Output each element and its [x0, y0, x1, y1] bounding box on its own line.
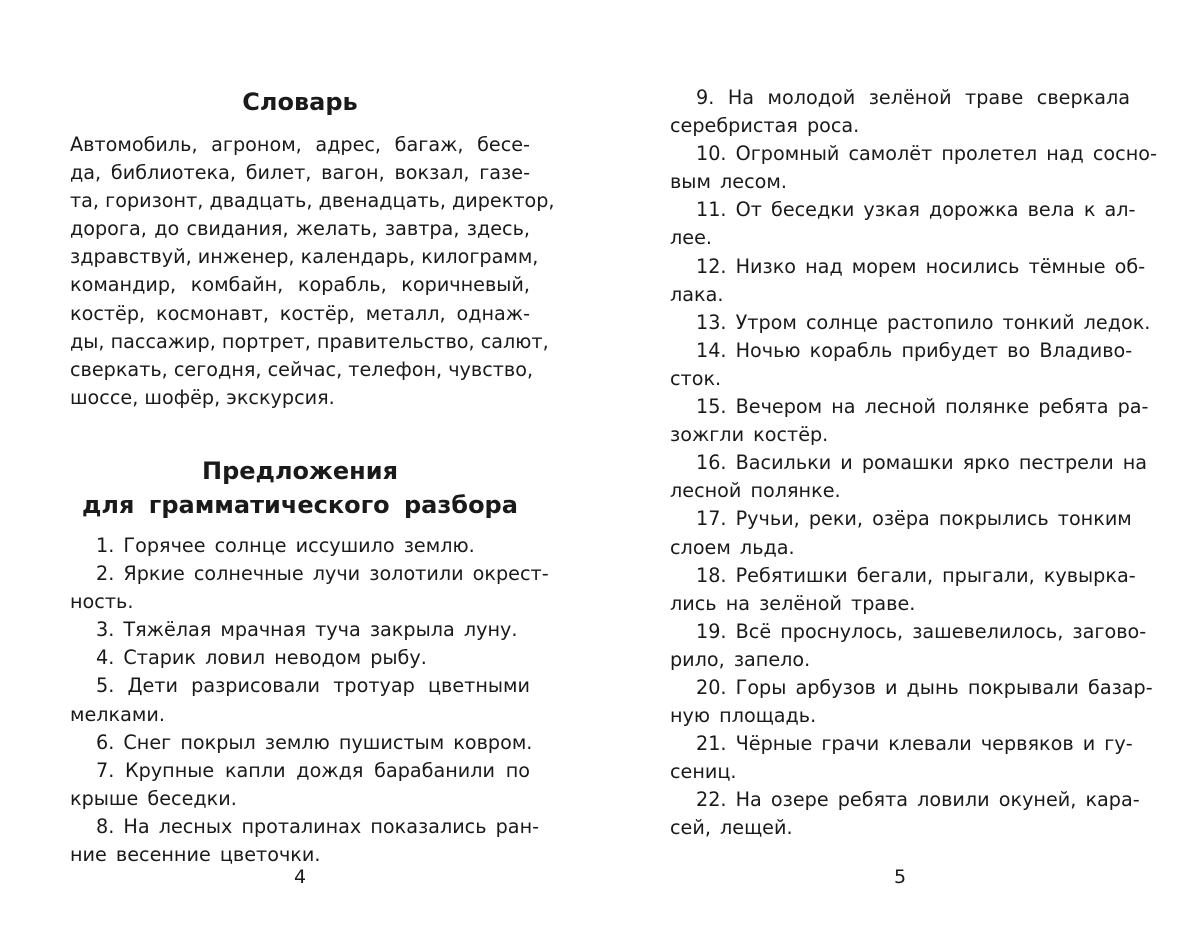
sentence-line: сениц.	[670, 760, 737, 784]
dictionary-title: Словарь	[242, 88, 358, 116]
sentence-item	[670, 253, 1146, 309]
sentence-item	[670, 674, 1153, 730]
sentence-line: 16. Васильки и ромашки ярко пестрели на	[696, 451, 1148, 475]
sentence-item	[70, 729, 533, 757]
sentence-item	[670, 562, 1136, 618]
sentence-list-right	[670, 84, 1157, 843]
sentence-line: лака.	[670, 282, 724, 306]
sentences-title: Предложения	[202, 456, 398, 485]
sentence-line: 18. Ребятишки бегали, прыгали, кувырка-	[696, 563, 1136, 587]
sentence-line: 3. Тяжёлая мрачная туча закрыла луну.	[96, 618, 518, 642]
sentence-line: 21. Чёрные грачи клевали червяков и гу-	[696, 732, 1133, 756]
dictionary-line: сверкать, сегодня, сейчас, телефон, чувство,	[70, 357, 534, 381]
dictionary-line: та, горизонт, двадцать, двенадцать, директор,	[70, 189, 555, 213]
sentence-line: 10. Огромный самолёт пролетел над сосно-	[696, 142, 1157, 166]
sentence-line: 2. Яркие солнечные лучи золотили окрест-	[96, 562, 549, 586]
dictionary-text	[70, 131, 555, 412]
sentence-line: слоем льда.	[670, 535, 795, 559]
sentence-line: 12. Низко над морем носились тёмные об-	[696, 254, 1146, 278]
sentence-line: 11. От беседки узкая дорожка вела к ал-	[696, 198, 1136, 222]
sentence-line: мелками.	[70, 702, 165, 726]
sentence-line: 5. Дети разрисовали тротуар цветными	[96, 674, 530, 698]
dictionary-line: Автомобиль, агроном, адрес, багаж, бесе-	[70, 133, 530, 156]
sentence-item	[670, 196, 1136, 252]
dictionary-line: ды, пассажир, портрет, правительство, салют,	[70, 329, 549, 353]
sentence-line: крыше беседки.	[70, 786, 237, 810]
dictionary-line: да, библиотека, билет, вагон, вокзал, газе-	[70, 161, 530, 185]
sentence-item	[70, 813, 540, 869]
sentence-line: 13. Утром солнце растопило тонкий ледок.	[696, 310, 1151, 334]
sentence-item	[70, 644, 530, 672]
sentence-line: сей, лещей.	[670, 816, 793, 840]
sentence-item	[670, 337, 1133, 393]
sentence-item	[670, 618, 1147, 674]
sentence-item	[670, 84, 1130, 140]
dictionary-line: костёр, космонавт, костёр, металл, однаж-	[70, 301, 530, 325]
sentence-line: лись на зелёной траве.	[670, 591, 916, 615]
sentence-line: рило, запело.	[670, 647, 811, 671]
sentence-line: 17. Ручьи, реки, озёра покрылись тонким	[696, 507, 1132, 531]
sentence-line: ность.	[70, 590, 134, 614]
sentence-item	[670, 505, 1130, 561]
dictionary-line: здравствуй, инженер, календарь, килограмм,	[70, 245, 539, 269]
sentence-line: 1. Горячее солнце иссушило землю.	[96, 533, 475, 557]
sentence-line: ную площадь.	[670, 704, 817, 728]
sentences-subtitle: для грамматического разбора	[82, 490, 518, 519]
sentence-item	[670, 309, 1151, 337]
sentence-line: лее.	[670, 226, 712, 250]
sentence-line: 9. На молодой зелёной траве сверкала	[696, 86, 1130, 109]
sentence-line: 20. Горы арбузов и дынь покрывали базар-	[696, 675, 1153, 699]
dictionary-line: командир, комбайн, корабль, коричневый,	[70, 273, 530, 297]
sentence-item	[670, 140, 1157, 196]
page-number: 4	[293, 866, 307, 888]
sentence-list-left	[70, 532, 549, 869]
sentence-item	[70, 616, 530, 644]
sentence-item	[670, 730, 1133, 786]
sentence-line: лесной полянке.	[670, 479, 841, 503]
sentence-line: 8. На лесных проталинах показались ран-	[96, 814, 540, 838]
sentence-item	[70, 560, 549, 616]
sentence-line: 19. Всё проснулось, зашевелилось, загово-	[696, 619, 1147, 643]
left-page	[70, 0, 555, 937]
sentence-line: 22. На озере ребята ловили окуней, кара-	[696, 788, 1140, 812]
sentence-line: вым лесом.	[670, 170, 787, 194]
dictionary-line: дорога, до свидания, желать, завтра, здесь,	[70, 217, 530, 241]
sentence-item	[670, 449, 1148, 505]
sentence-line: 6. Снег покрыл землю пушистым ковром.	[96, 730, 533, 754]
sentence-line: 15. Вечером на лесной полянке ребята ра-	[696, 395, 1149, 419]
sentence-item	[670, 786, 1140, 842]
page-number: 5	[893, 866, 907, 888]
sentence-line: ние весенние цветочки.	[70, 842, 321, 866]
sentence-item	[70, 672, 530, 728]
sentence-line: 14. Ночью корабль прибудет во Владиво-	[696, 338, 1133, 362]
dictionary-line: шоссе, шофёр, экскурсия.	[70, 385, 335, 409]
right-page	[670, 0, 1157, 937]
sentence-line: 4. Старик ловил неводом рыбу.	[96, 646, 427, 670]
sentence-item	[670, 393, 1149, 449]
sentence-line: 7. Крупные капли дождя барабанили по	[96, 758, 530, 782]
sentence-item	[70, 532, 530, 560]
sentence-line: сток.	[670, 366, 722, 390]
sentence-line: зожгли костёр.	[670, 423, 829, 447]
sentence-line: серебристая роса.	[670, 114, 860, 138]
sentence-item	[70, 757, 530, 813]
